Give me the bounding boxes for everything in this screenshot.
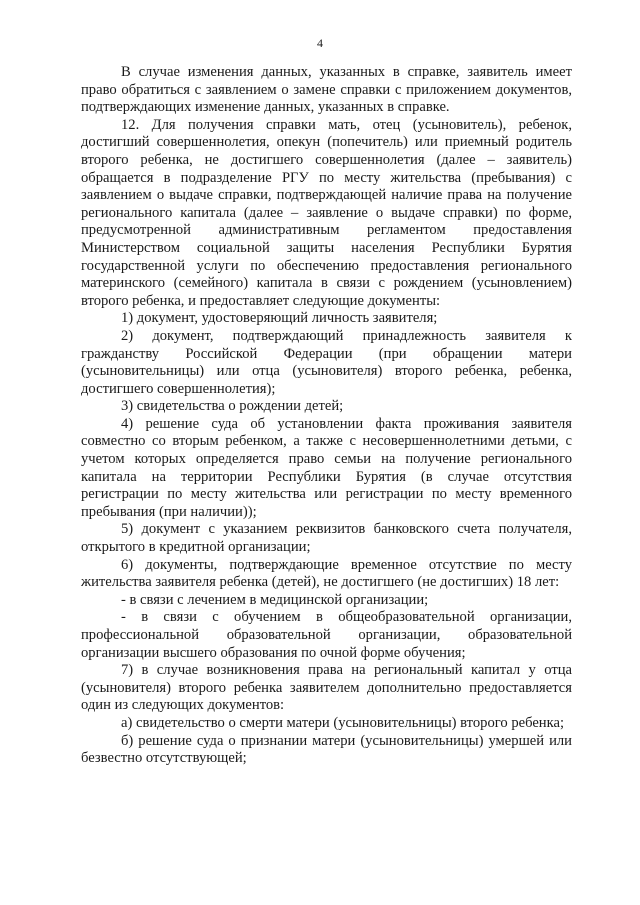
sub-item-court-decision-deceased: б) решение суда о признании матери (усыновительницы) умершей или безвестно отсутствующей; bbox=[81, 732, 572, 767]
page-number: 4 bbox=[317, 36, 323, 50]
list-item-court-decision-residence: 4) решение суда об установлении факта проживания заявителя совместно со вторым ребенком, а также с несовершеннолетними детьми, с учетом которых определяется право семьи на получение регионального капитала на территории Республики Бурятия (в случае отсутствия регистрации по месту жительства или регистрации по месту временного пребывания (при наличии)); bbox=[81, 415, 572, 520]
list-item-citizenship-document: 2) документ, подтверждающий принадлежность заявителя к гражданству Российской Федерации (при обращении матери (усыновительницы) или отца (усыновителя) второго ребенка, ребенка, достигшего совершеннолетия); bbox=[81, 327, 572, 397]
sub-item-education: - в связи с обучением в общеобразовательной организации, профессиональной образовательной организации, образовательной организации высшего образования по очной форме обучения; bbox=[81, 609, 572, 661]
list-item-father-right: 7) в случае возникновения права на региональный капитал у отца (усыновителя) второго ребенка заявителем дополнительно предоставляется один из следующих документов: bbox=[81, 662, 572, 714]
document-body bbox=[81, 64, 572, 768]
paragraph-data-change: В случае изменения данных, указанных в справке, заявитель имеет право обратиться с заявлением о замене справки с приложением документов, подтверждающих изменение данных, указанных в справке. bbox=[81, 64, 572, 116]
paragraph-12-certificate-request: 12. Для получения справки мать, отец (усыновитель), ребенок, достигший совершеннолетия, опекун (попечитель) или приемный родитель второго ребенка, не достигшего совершеннолетия (далее – заявитель) обращается в подразделение РГУ по месту жительства (пребывания) с заявлением о выдаче справки, подтверждающей наличие права на получение регионального капитала (далее – заявление о выдаче справки) по форме, предусмотренной административным регламентом предоставления Министерством социальной защиты населения Республики Бурятия государственной услуги по обеспечению предоставления регионального материнского (семейного) капитала в связи с рождением (усыновлением) второго ребенка, и предоставляет следующие документы: bbox=[81, 116, 572, 309]
list-item-birth-certificates: 3) свидетельства о рождении детей; bbox=[121, 398, 344, 415]
list-item-temporary-absence-documents: 6) документы, подтверждающие временное отсутствие по месту жительства заявителя ребенка (детей), не достигшего (не достигших) 18 лет: bbox=[81, 556, 572, 591]
list-item-bank-account-document: 5) документ с указанием реквизитов банковского счета получателя, открытого в кредитной организации; bbox=[81, 521, 572, 556]
sub-item-medical-treatment: - в связи с лечением в медицинской организации; bbox=[121, 591, 429, 608]
list-item-identity-document: 1) документ, удостоверяющий личность заявителя; bbox=[121, 310, 438, 327]
sub-item-death-certificate: а) свидетельство о смерти матери (усыновительницы) второго ребенка; bbox=[121, 714, 565, 731]
